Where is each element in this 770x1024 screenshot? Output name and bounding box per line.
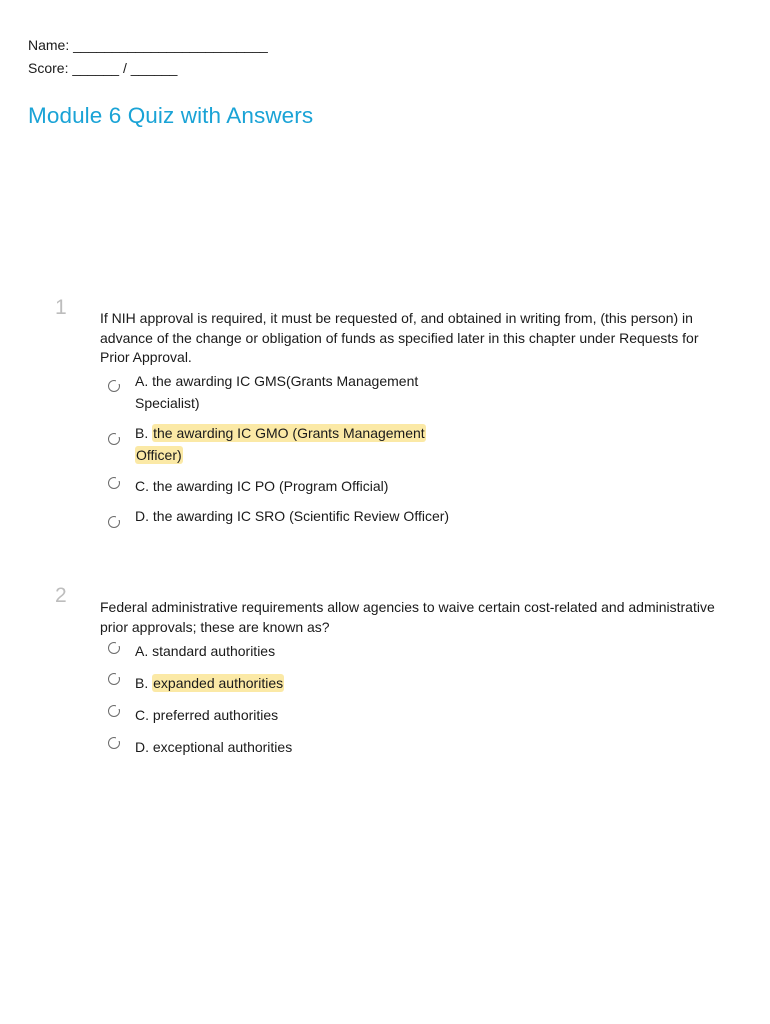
- option-text: [135, 737, 465, 759]
- page-title: Module 6 Quiz with Answers: [28, 103, 314, 128]
- score-label: Score:: [28, 60, 69, 76]
- name-label: Name:: [28, 37, 70, 53]
- option-prefix: D.: [135, 508, 149, 524]
- score-line: [28, 59, 177, 77]
- radio-button-icon[interactable]: [108, 737, 120, 749]
- question-number: 2: [55, 584, 67, 607]
- option-text: [135, 371, 465, 414]
- correct-answer-highlight: the awarding IC GMO (Grants Management Officer): [136, 425, 425, 463]
- radio-button-icon[interactable]: [108, 516, 120, 528]
- radio-button-icon[interactable]: [108, 380, 120, 392]
- correct-answer-highlight: expanded authorities: [153, 675, 284, 691]
- radio-button-icon[interactable]: [108, 705, 120, 717]
- option-text: [135, 476, 465, 498]
- option-label: preferred authorities: [152, 707, 279, 723]
- option-prefix: C.: [135, 707, 149, 723]
- option-text: [135, 673, 465, 695]
- question-text: If NIH approval is required, it must be requested of, and obtained in writing from, (this person) in advance of the change or obligation of funds as specified later in this chapter under Requests for Prior Approval.: [100, 310, 699, 365]
- radio-button-icon[interactable]: [108, 642, 120, 654]
- option-prefix: D.: [135, 739, 149, 755]
- option-label: the awarding IC PO (Program Official): [152, 478, 389, 494]
- radio-button-icon[interactable]: [108, 433, 120, 445]
- radio-button-icon[interactable]: [108, 673, 120, 685]
- option-label: standard authorities: [152, 643, 276, 659]
- question-number: 1: [55, 296, 67, 319]
- option-text: [135, 705, 465, 727]
- score-separator: /: [122, 60, 127, 76]
- option-label: the awarding IC SRO (Scientific Review Officer): [152, 508, 450, 524]
- option-text: [135, 423, 465, 466]
- option-text: [135, 506, 465, 528]
- option-label: the awarding IC GMS(Grants Management Specialist): [135, 373, 419, 411]
- radio-button-icon[interactable]: [108, 477, 120, 489]
- option-prefix: C.: [135, 478, 149, 494]
- option-prefix: A.: [135, 643, 149, 659]
- question-text: Federal administrative requirements allow agencies to waive certain cost-related and administrative prior approvals; these are known as?: [100, 599, 715, 635]
- option-prefix: B.: [135, 425, 149, 441]
- option-prefix: B.: [135, 675, 149, 691]
- name-line: [28, 36, 268, 54]
- option-label: exceptional authorities: [152, 739, 293, 755]
- score-blank-total[interactable]: ______: [130, 60, 178, 76]
- score-blank-earned[interactable]: ______: [72, 60, 120, 76]
- name-blank[interactable]: _________________________: [73, 37, 268, 53]
- option-prefix: A.: [135, 373, 149, 389]
- option-text: [135, 641, 465, 663]
